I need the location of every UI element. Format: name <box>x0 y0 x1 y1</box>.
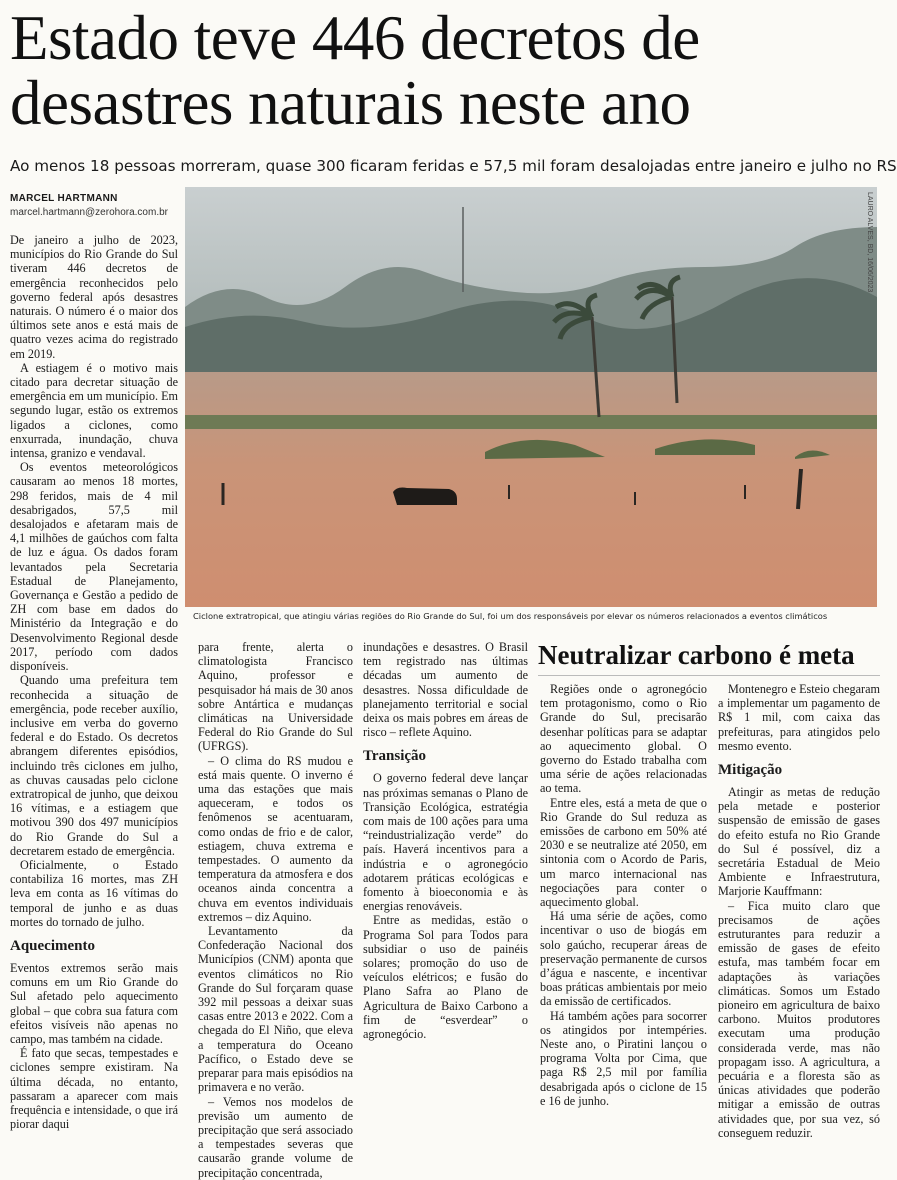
byline-name: MARCEL HARTMANN <box>10 193 118 204</box>
paragraph: O governo federal deve lançar nas próximas semanas o Plano de Transição Ecológica, estratégia com mais de 100 ações para uma “reindustrialização verde” do país. Haverá incentivos para a indústria e o agronegócio adotarem práticas ecológicas e fomento à bioeconomia e às energias renováveis. <box>363 771 528 914</box>
paragraph: Há uma série de ações, como incentivar o uso de biogás em solo gaúcho, recuperar áreas de preservação permanente de cursos d’água e nascente, e incentivar boas práticas ambientais por meio da emissão de certificados. <box>540 909 707 1009</box>
photo-credit: LAURO ALVES, BD, 16/06/2023 <box>866 192 873 293</box>
paragraph: Oficialmente, o Estado contabiliza 16 mortes, mas ZH leva em conta as 16 vítimas do temporal de junho e as duas mortes do tornado de julho. <box>10 857 178 929</box>
paragraph: Eventos extremos serão mais comuns em um Rio Grande do Sul afetado pelo aquecimento global – que cobra sua fatura com efeitos visíveis não apenas no campo, mas também na cidade. <box>10 960 178 1046</box>
paragraph: Regiões onde o agronegócio tem protagonismo, como o Rio Grande do Sul, precisarão desenhar políticas para se adaptar ao aquecimento global. O governo do Estado trabalha com uma série de ações relacionadas ao tema. <box>540 682 707 796</box>
paragraph: Levantamento da Confederação Nacional dos Municípios (CNM) aponta que eventos climáticos no Rio Grande do Sul forçaram quase 392 mil pessoas a deixar suas casas entre 2013 e 2022. Com a chegada do El Niño, que eleva a temperatura do Oceano Pacífico, o Estado deve se preparar para mais episódios na primavera e no verão. <box>198 924 353 1095</box>
paragraph: – O clima do RS mudou e está mais quente. O inverno é uma das estações que mais aqueceram, e todos os fenômenos se acentuaram, como ondas de frio e de calor, estiagem, chuva extrema e tempestades. O aumento da temperatura da atmosfera e dos oceanos ainda concentra a chuva em eventos individuais extremos – diz Aquino. <box>198 753 353 924</box>
headline: Estado teve 446 decretos de desastres naturais neste ano <box>10 3 700 138</box>
article-column-1 <box>10 233 178 1132</box>
paragraph: Os eventos meteorológicos causaram ao menos 18 mortes, 298 feridos, mais de 4 mil desabrigados, 57,5 mil desalojados e afetaram mais de 4,1 milhões de gaúchos com falta de luz e água. Os dados foram levantados pela Secretaria Estadual de Planejamento, Governança e Gestão a pedido de ZH com base em dados do Ministério da Integração e do Desenvolvimento Regional desde 2017, período com dados disponíveis. <box>10 460 178 674</box>
paragraph: É fato que secas, tempestades e ciclones sempre existiram. Na última década, no entanto, passaram a aparecer com mais frequência e intensidade, o que irá piorar daqui <box>10 1046 178 1132</box>
paragraph: Há também ações para socorrer os atingidos por intempéries. Neste ano, o Piratini lançou o programa Volta por Cima, que paga R$ 2,5 mil por família desabrigada após o ciclone de 15 e 16 de junho. <box>540 1008 707 1108</box>
article-column-2 <box>198 640 353 1180</box>
photo-caption: Ciclone extratropical, que atingiu várias regiões do Rio Grande do Sul, foi um dos responsáveis por elevar os números relacionados a eventos climáticos <box>193 611 828 621</box>
section-heading: Aquecimento <box>10 937 95 954</box>
section-heading: Mitigação <box>718 762 783 779</box>
byline-email: marcel.hartmann@zerohora.com.br <box>10 207 168 218</box>
flood-photo-illustration <box>185 187 877 607</box>
sidebar-column-1 <box>540 682 707 1108</box>
paragraph: A estiagem é o motivo mais citado para decretar situação de emergência em um município. Em segundo lugar, estão os extremos ligados a ciclones, como enxurrada, inundação, chuva intensa, granizo e vendaval. <box>10 360 178 461</box>
paragraph: Atingir as metas de redução pela metade e posterior suspensão de emissão de gases do efeito estufa no Rio Grande do Sul é possível, diz a secretária Estadual de Meio Ambiente e Infraestrutura, Marjorie Kauffmann: <box>718 785 880 899</box>
paragraph: Entre eles, está a meta de que o Rio Grande do Sul reduza as emissões de carbono em 50% até 2030 e se neutralize até 2050, em sintonia com o Acordo de Paris, um marco internacional nas negociações para conter o aquecimento global. <box>540 795 707 910</box>
paragraph: inundações e desastres. O Brasil tem registrado nas últimas décadas um aumento de desastres. Nossa dificuldade de planejamento territorial e social deixa os mais pobres em áreas de risco – reflete Aquino. <box>363 640 528 740</box>
subheadline: Ao menos 18 pessoas morreram, quase 300 ficaram feridas e 57,5 mil foram desalojadas entre janeiro e julho no RS <box>10 157 897 175</box>
paragraph: Entre as medidas, estão o Programa Sol para Todos para subsidiar o uso de painéis solares; promoção do uso de veículos elétricos; e fusão do Plano Safra ao Plano de Agricultura de Baixo Carbono a fim de “esverdear” o agronegócio. <box>363 913 528 1042</box>
paragraph: para frente, alerta o climatologista Francisco Aquino, professor e pesquisador há mais de 30 anos sobre Antártica e mudanças climáticas na Universidade Federal do Rio Grande do Sul (UFRGS). <box>198 640 353 754</box>
paragraph: – Fica muito claro que precisamos de ações estruturantes para reduzir a emissão de gases de efeito estufa, mas também focar em adaptações às variações climáticas. Somos um Estado pioneiro em agricultura de baixo carbono. Muitos produtores executam uma produção considerada verde, mas não propagam isso. A agricultura, a pecuária e a floresta são as únicas atividades que poderão mitigar a emissão de outras atividades que, por sua vez, só conseguem reduzir. <box>718 898 880 1140</box>
paragraph: Montenegro e Esteio chegaram a implementar um pagamento de R$ 1 mil, com caixa das prefeituras, para atingidos pelo mesmo evento. <box>718 682 880 753</box>
flood-photo <box>185 187 877 607</box>
article-column-3 <box>363 640 528 1042</box>
section-heading: Transição <box>363 748 427 765</box>
sidebar-headline: Neutralizar carbono é meta <box>538 640 855 670</box>
divider <box>538 675 880 676</box>
paragraph: Quando uma prefeitura tem reconhecida a situação de emergência, pode receber auxílio, inclusive em verba do governo federal e do Estado. Os decretos abrangem diferentes episódios, incluindo três ciclones em julho, as chuvas causadas pelo ciclone extratropical de junho, que deixou 16 vítimas, e a estiagem que motivou 390 dos 497 municípios do Rio Grande do Sul a decretarem estado de emergência. <box>10 673 178 858</box>
sidebar-column-2 <box>718 682 880 1140</box>
paragraph: De janeiro a julho de 2023, municípios do Rio Grande do Sul tiveram 446 decretos de emergência reconhecidos pelo governo federal após desastres naturais. O número é o maior dos últimos sete anos e está mais de quatro vezes acima do registrado em 2019. <box>10 233 178 361</box>
paragraph: – Vemos nos modelos de previsão um aumento de precipitação que será associado a tempestades severas que causarão grande volume de precipitação concentrada, <box>198 1094 353 1180</box>
